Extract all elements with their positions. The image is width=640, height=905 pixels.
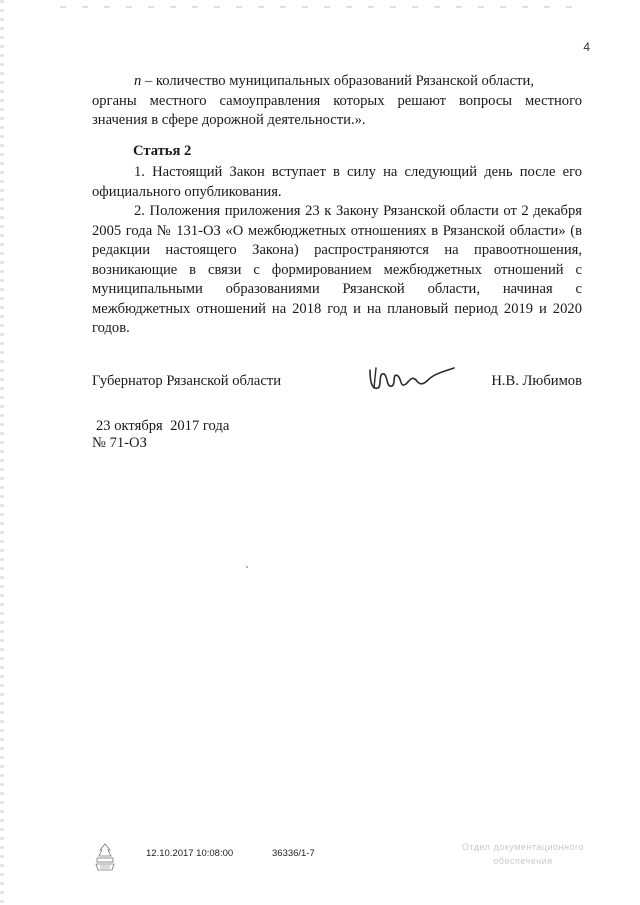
law-date-block (92, 418, 230, 452)
law-date: 23 октября 2017 года (96, 418, 230, 434)
handwritten-signature (364, 362, 460, 398)
definition-line-2: органы местного самоуправления которых решают вопросы местного значения в сфере дорожной деятельности.». (92, 92, 582, 128)
definition-line-1 (92, 72, 582, 92)
definition-block (92, 72, 582, 131)
signer-title: Губернатор Рязанской области (92, 373, 282, 389)
article-paragraph-1: 1. Настоящий Закон вступает в силу на следующий день после его официального опубликования. (92, 164, 582, 200)
variable-n: n (134, 73, 142, 89)
footer-timestamp: 12.10.2017 10:08:00 (146, 848, 234, 859)
article-title: Статья 2 (133, 143, 192, 159)
page-number: 4 (583, 40, 590, 54)
coat-of-arms-icon (94, 842, 116, 872)
footer-doc-code: 36336/1-7 (272, 848, 315, 859)
law-number: № 71-ОЗ (92, 435, 147, 451)
scan-speck (246, 566, 248, 568)
scan-top-artifact (60, 6, 580, 8)
signature-row (92, 370, 582, 400)
registry-stamp-line-1: Отдел документационного (461, 842, 585, 852)
definition-text-1: – количество муниципальных образований Рязанской области, (144, 73, 534, 89)
article-body (92, 163, 582, 339)
registry-stamp-line-2: обеспечения (493, 856, 553, 866)
signer-name: Н.В. Любимов (491, 373, 582, 389)
article-paragraph-2: 2. Положения приложения 23 к Закону Рязанской области от 2 декабря 2005 года № 131-ОЗ «О межбюджетных отношениях в Рязанской области» (в редакции настоящего Закона) распространяются на правоотношения, возникающие в связи с формированием межбюджетных отношений с муниципальными образованиями Рязанской области, начиная с межбюджетных отношений на 2018 год и на плановый период 2019 и 2020 годов. (92, 203, 582, 336)
registry-stamp (448, 840, 598, 874)
scan-edge-artifact (0, 0, 4, 905)
